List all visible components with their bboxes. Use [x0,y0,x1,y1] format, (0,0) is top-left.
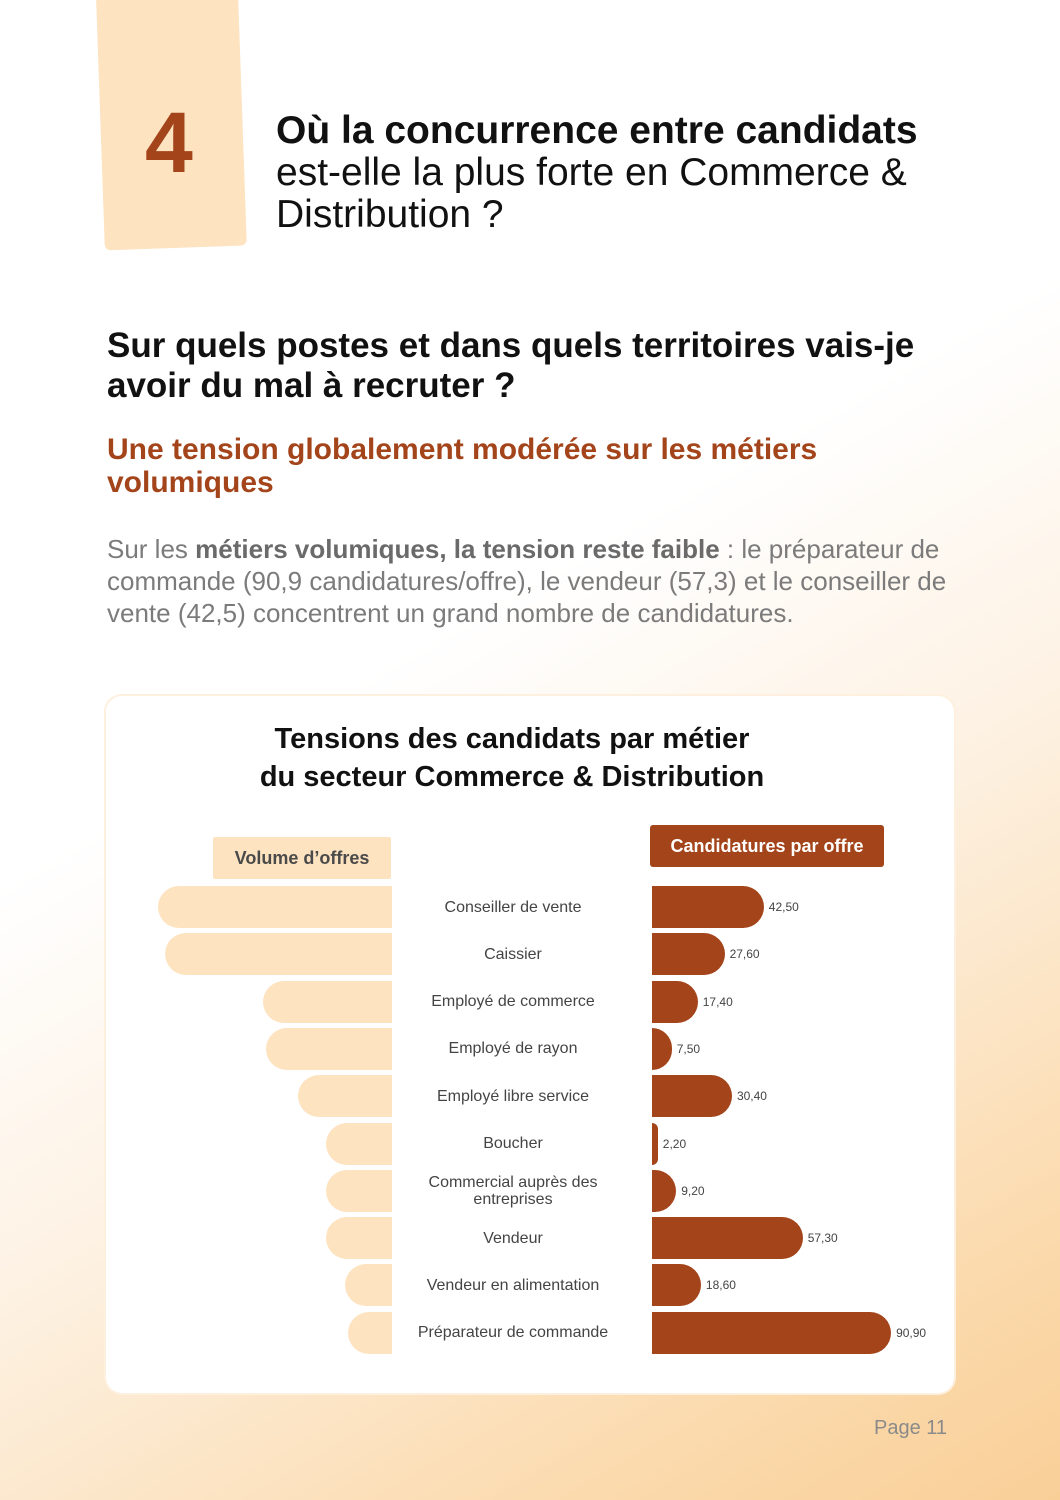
bar-candidatures-par-offre [652,1264,701,1306]
chart-title [106,720,918,796]
category-label: Employé libre service [436,1087,590,1105]
bar-volume-offres [326,1170,392,1212]
chart-row [106,1028,954,1070]
chart-row [106,1264,954,1306]
bar-value-label: 27,60 [729,947,760,962]
bar-volume-offres [348,1312,392,1354]
legend-candidatures-par-offre: Candidatures par offre [650,825,884,867]
bar-candidatures-par-offre [652,1217,803,1259]
bar-volume-offres [263,981,392,1023]
bar-volume-offres [298,1075,392,1117]
bar-value-label: 57,30 [807,1231,838,1246]
bar-candidatures-par-offre [652,981,698,1023]
bar-candidatures-par-offre [652,1028,672,1070]
bar-value-label: 17,40 [702,994,733,1009]
bar-volume-offres [345,1264,392,1306]
bar-value-label: 7,50 [676,1041,701,1056]
bar-candidatures-par-offre [652,933,725,975]
chart-card [106,696,954,1393]
chart-row [106,933,954,975]
paragraph-intro: Sur les [107,534,196,564]
chart-title-line2: du secteur Commerce & Distribution [259,761,765,793]
bar-value-label: 2,20 [662,1136,687,1151]
section-number: 4 [145,95,193,191]
chart-row [106,1217,954,1259]
chart-row [106,1312,954,1354]
category-label: Vendeur en alimentation [426,1276,600,1294]
bar-value-label: 30,40 [736,1089,767,1104]
legend-volume-offres: Volume d’offres [213,837,391,879]
bar-value-label: 42,50 [768,900,799,914]
bar-value-label: 18,60 [705,1278,736,1293]
bar-candidatures-par-offre [652,1312,891,1354]
chart-title-line1: Tensions des candidats par métier [274,723,750,755]
bar-candidatures-par-offre [652,1075,732,1117]
bar-value-label: 90,90 [896,1325,927,1340]
subheading: Une tension globalement modérée sur les métiers volumiques [107,433,818,499]
bar-volume-offres [326,1123,392,1165]
chapter-title [276,110,976,236]
category-label: Vendeur [483,1229,543,1247]
category-label: Boucher [483,1135,543,1152]
category-label: Commercial auprès des entreprises [428,1173,598,1208]
question-heading: Sur quels postes et dans quels territoires vais-je avoir du mal à recruter ? [107,326,915,405]
paragraph-rest: : le préparateur de commande (90,9 candidatures/offre), le vendeur (57,3) et le conseiller de vente (42,5) concentrent un grand nombre de candidatures. [107,534,947,628]
bar-volume-offres [326,1217,392,1259]
category-label: Préparateur de commande [417,1324,609,1342]
bar-volume-offres [266,1028,392,1070]
chapter-title-bold: Où la concurrence entre candidats [276,109,918,152]
body-paragraph [107,533,957,629]
chart-row [106,1123,954,1165]
bar-volume-offres [158,886,392,928]
category-label: Employé de commerce [431,993,595,1011]
chapter-title-rest: est-elle la plus forte en Commerce & Distribution ? [276,151,907,236]
chart-row [106,886,954,928]
category-label: Conseiller de vente [444,898,582,916]
bar-volume-offres [165,933,392,975]
chart-row [106,981,954,1023]
chart-row [106,1075,954,1117]
bar-value-label: 9,20 [681,1183,705,1198]
page-number: Page 11 [874,1417,948,1439]
bar-candidatures-par-offre [652,886,764,928]
category-label: Employé de rayon [448,1040,578,1058]
chart-row [106,1170,954,1212]
category-label: Caissier [484,945,542,963]
paragraph-bold: métiers volumiques, la tension reste faible [195,534,720,564]
bar-candidatures-par-offre [652,1123,658,1165]
bar-candidatures-par-offre [652,1170,676,1212]
